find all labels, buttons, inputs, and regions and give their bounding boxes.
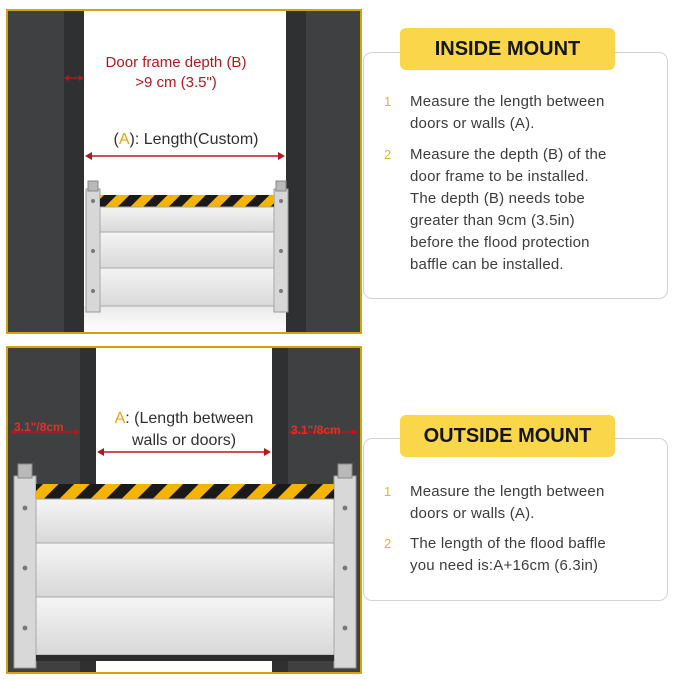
length-a-label-line1 (94, 408, 274, 430)
step-line: doors or walls (A). (410, 505, 535, 522)
step-line: doors or walls (A). (410, 115, 535, 132)
left-door-frame (64, 11, 84, 332)
length-a-label (96, 129, 276, 151)
step-number: 1 (384, 484, 392, 499)
outside-mount-panel (363, 438, 668, 601)
step-line: Measure the length between (410, 483, 605, 500)
inside-mount-title: INSIDE MOUNT (400, 28, 615, 70)
gap-label-left: 3.1"/8cm (14, 420, 64, 434)
step-text (410, 144, 607, 276)
gap-label-right: 3.1"/8cm (291, 423, 341, 437)
outside-step-1 (384, 481, 655, 525)
depth-b-label (86, 53, 266, 93)
length-a-letter: A (114, 410, 126, 427)
step-line: Measure the depth (B) of the (410, 146, 607, 163)
right-door-frame (286, 11, 306, 332)
length-a-label (94, 408, 274, 452)
inside-step-1 (384, 91, 655, 135)
step-line: Measure the length between (410, 93, 605, 110)
outside-mount-drawing (8, 348, 360, 672)
hazard-stripe (36, 484, 334, 499)
step-line: door frame to be installed. (410, 168, 589, 185)
step-line: you need is:A+16cm (6.3in) (410, 557, 599, 574)
length-a-text: : (Length between (125, 410, 254, 427)
step-line: baffle can be installed. (410, 256, 564, 273)
length-a-letter: A (118, 131, 130, 148)
step-number: 2 (384, 536, 392, 551)
outside-step-2 (384, 533, 655, 577)
step-line: The depth (B) needs tobe (410, 190, 585, 207)
inside-mount-panel (363, 52, 668, 299)
depth-b-label-line1: Door frame depth (B) (105, 54, 247, 71)
left-wall (8, 11, 64, 332)
step-text (410, 533, 606, 577)
hazard-stripe (100, 195, 274, 207)
inside-step-2 (384, 144, 655, 276)
outside-mount-title: OUTSIDE MOUNT (400, 415, 615, 457)
step-number: 1 (384, 94, 392, 109)
step-line: greater than 9cm (3.5in) (410, 212, 575, 229)
length-a-arrow (85, 152, 285, 160)
flood-barrier (86, 181, 288, 312)
depth-b-label-line2: >9 cm (3.5") (135, 74, 217, 91)
floor (84, 306, 286, 332)
step-line: before the flood protection (410, 234, 590, 251)
step-text (410, 91, 605, 135)
outside-mount-illustration (6, 346, 362, 674)
flood-barrier (14, 464, 356, 668)
step-line: The length of the flood baffle (410, 535, 606, 552)
step-text (410, 481, 605, 525)
length-a-label-line2: walls or doors) (131, 432, 237, 449)
length-a-open-paren: ( (113, 131, 119, 148)
inside-mount-illustration (6, 9, 362, 334)
length-a-text: ): Length(Custom) (129, 131, 259, 148)
right-wall (306, 11, 360, 332)
step-number: 2 (384, 147, 392, 162)
